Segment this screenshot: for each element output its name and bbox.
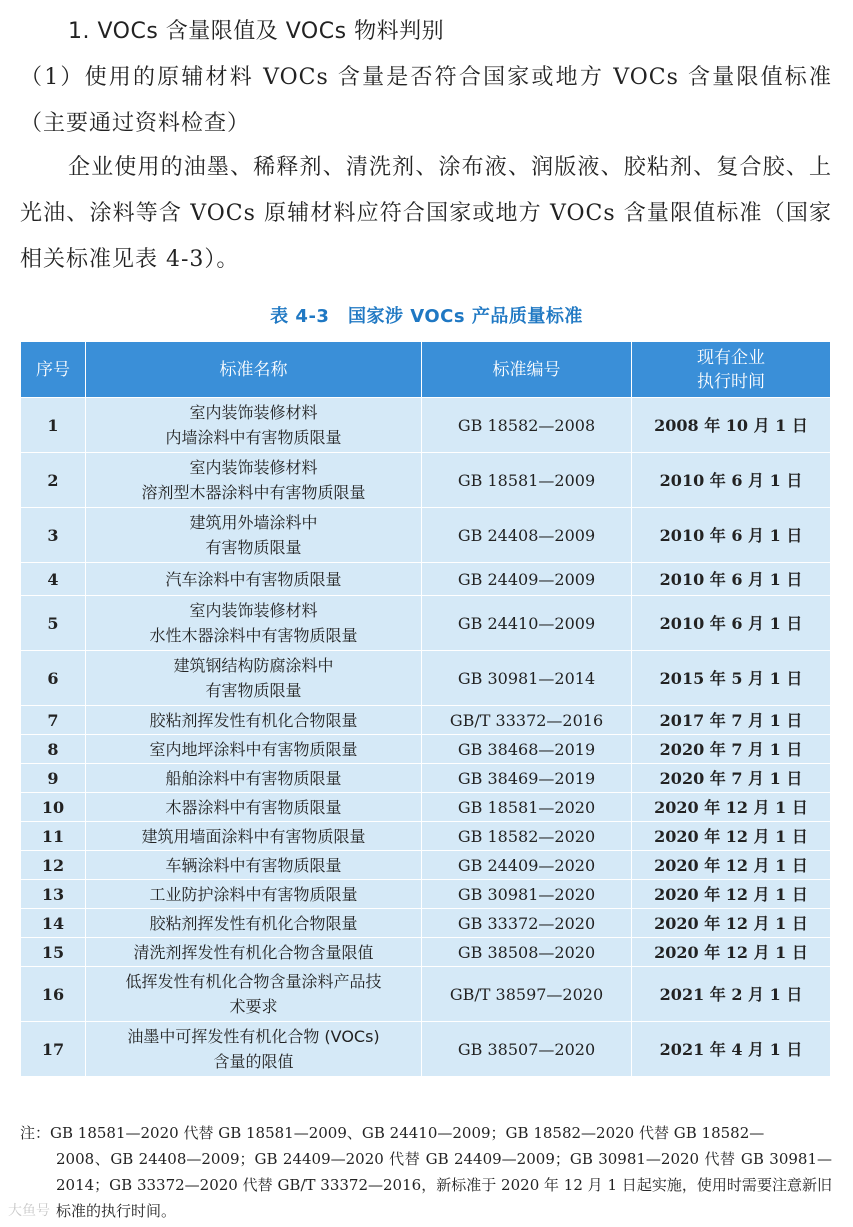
table-row <box>21 563 831 596</box>
cell-no: 8 <box>21 735 86 764</box>
standards-table <box>20 341 831 1077</box>
cell-standard-name: 汽车涂料中有害物质限量 <box>86 563 422 596</box>
cell-standard-name: 室内装饰装修材料 内墙涂料中有害物质限量 <box>86 398 422 453</box>
header-date <box>632 342 831 398</box>
table-row <box>21 1022 831 1077</box>
table-row <box>21 453 831 508</box>
cell-effective-date: 2020 年 12 月 1 日 <box>632 851 831 880</box>
cell-effective-date: 2020 年 12 月 1 日 <box>632 793 831 822</box>
table-row <box>21 508 831 563</box>
table-row <box>21 793 831 822</box>
cell-effective-date: 2010 年 6 月 1 日 <box>632 508 831 563</box>
cell-standard-code: GB 38507—2020 <box>422 1022 632 1077</box>
cell-standard-code: GB/T 38597—2020 <box>422 967 632 1022</box>
note-label: 注： <box>20 1124 51 1142</box>
cell-effective-date: 2010 年 6 月 1 日 <box>632 563 831 596</box>
cell-standard-code: GB 24409—2020 <box>422 851 632 880</box>
cell-effective-date: 2010 年 6 月 1 日 <box>632 453 831 508</box>
cell-no: 10 <box>21 793 86 822</box>
table-row <box>21 706 831 735</box>
header-no: 序号 <box>21 342 86 398</box>
cell-standard-code: GB 24409—2009 <box>422 563 632 596</box>
cell-standard-code: GB 38469—2019 <box>422 764 632 793</box>
cell-effective-date: 2020 年 7 月 1 日 <box>632 764 831 793</box>
table-body <box>21 398 831 1077</box>
cell-no: 9 <box>21 764 86 793</box>
cell-no: 16 <box>21 967 86 1022</box>
table-title: 表 4-3 国家涉 VOCs 产品质量标准 <box>270 306 583 327</box>
cell-standard-name: 建筑用墙面涂料中有害物质限量 <box>86 822 422 851</box>
header-code: 标准编号 <box>422 342 632 398</box>
cell-standard-name: 低挥发性有机化合物含量涂料产品技 术要求 <box>86 967 422 1022</box>
cell-standard-name: 清洗剂挥发性有机化合物含量限值 <box>86 938 422 967</box>
table-row <box>21 596 831 651</box>
cell-standard-name: 工业防护涂料中有害物质限量 <box>86 880 422 909</box>
cell-standard-code: GB 38468—2019 <box>422 735 632 764</box>
table-row <box>21 735 831 764</box>
cell-effective-date: 2020 年 7 月 1 日 <box>632 735 831 764</box>
cell-standard-name: 建筑用外墙涂料中 有害物质限量 <box>86 508 422 563</box>
table-row <box>21 909 831 938</box>
cell-no: 15 <box>21 938 86 967</box>
cell-standard-name: 建筑钢结构防腐涂料中 有害物质限量 <box>86 651 422 706</box>
cell-standard-name: 木器涂料中有害物质限量 <box>86 793 422 822</box>
cell-no: 3 <box>21 508 86 563</box>
cell-standard-name: 胶粘剂挥发性有机化合物限量 <box>86 706 422 735</box>
cell-standard-code: GB 30981—2014 <box>422 651 632 706</box>
cell-standard-code: GB 18582—2020 <box>422 822 632 851</box>
cell-standard-code: GB 24410—2009 <box>422 596 632 651</box>
cell-no: 1 <box>21 398 86 453</box>
cell-effective-date: 2021 年 2 月 1 日 <box>632 967 831 1022</box>
cell-no: 5 <box>21 596 86 651</box>
cell-standard-name: 室内装饰装修材料 水性木器涂料中有害物质限量 <box>86 596 422 651</box>
table-row <box>21 938 831 967</box>
cell-no: 7 <box>21 706 86 735</box>
cell-effective-date: 2020 年 12 月 1 日 <box>632 938 831 967</box>
cell-effective-date: 2010 年 6 月 1 日 <box>632 596 831 651</box>
cell-standard-name: 油墨中可挥发性有机化合物 (VOCs) 含量的限值 <box>86 1022 422 1077</box>
cell-standard-code: GB 38508—2020 <box>422 938 632 967</box>
cell-effective-date: 2020 年 12 月 1 日 <box>632 909 831 938</box>
paragraph-2: 企业使用的油墨、稀释剂、清洗剂、涂布液、润版液、胶粘剂、复合胶、上光油、涂料等含 VOCs 原辅材料应符合国家或地方 VOCs 含量限值标准（国家相关标准见表 4-3）。 <box>20 155 832 272</box>
table-row <box>21 764 831 793</box>
table-note <box>20 1120 832 1224</box>
cell-effective-date: 2020 年 12 月 1 日 <box>632 880 831 909</box>
header-name: 标准名称 <box>86 342 422 398</box>
table-row <box>21 398 831 453</box>
cell-effective-date: 2020 年 12 月 1 日 <box>632 822 831 851</box>
cell-no: 4 <box>21 563 86 596</box>
table-row <box>21 880 831 909</box>
cell-standard-code: GB 18581—2009 <box>422 453 632 508</box>
cell-no: 12 <box>21 851 86 880</box>
table-row <box>21 967 831 1022</box>
header-date-label: 现有企业 执行时间 <box>697 347 765 392</box>
cell-standard-name: 室内地坪涂料中有害物质限量 <box>86 735 422 764</box>
section-heading: 1. VOCs 含量限值及 VOCs 物料判别 <box>68 19 445 44</box>
note-first-line: GB 18581—2020 代替 GB 18581—2009、GB 24410—2009；GB 18582—2020 代替 GB 18582— <box>50 1124 765 1142</box>
cell-no: 11 <box>21 822 86 851</box>
cell-effective-date: 2017 年 7 月 1 日 <box>632 706 831 735</box>
cell-standard-code: GB 30981—2020 <box>422 880 632 909</box>
cell-effective-date: 2021 年 4 月 1 日 <box>632 1022 831 1077</box>
note-continuation: 2008、GB 24408—2009；GB 24409—2020 代替 GB 24409—2009；GB 30981—2020 代替 GB 30981—2014；GB 33372—2020 代替 GB/T 33372—2016，新标准于 2020 年 12 月 1 日起实施，使用时需要注意新旧标准的执行时间。 <box>56 1150 832 1220</box>
cell-effective-date: 2015 年 5 月 1 日 <box>632 651 831 706</box>
cell-standard-name: 室内装饰装修材料 溶剂型木器涂料中有害物质限量 <box>86 453 422 508</box>
cell-standard-name: 胶粘剂挥发性有机化合物限量 <box>86 909 422 938</box>
cell-no: 14 <box>21 909 86 938</box>
cell-standard-code: GB 33372—2020 <box>422 909 632 938</box>
cell-standard-code: GB 18581—2020 <box>422 793 632 822</box>
cell-standard-code: GB/T 33372—2016 <box>422 706 632 735</box>
table-row <box>21 822 831 851</box>
paragraph-1: （1）使用的原辅材料 VOCs 含量是否符合国家或地方 VOCs 含量限值标准（主要通过资料检查） <box>20 65 832 136</box>
cell-no: 2 <box>21 453 86 508</box>
cell-standard-code: GB 18582—2008 <box>422 398 632 453</box>
table-row <box>21 851 831 880</box>
cell-no: 17 <box>21 1022 86 1077</box>
watermark: 大鱼号 <box>8 1203 50 1219</box>
table-row <box>21 651 831 706</box>
cell-standard-name: 船舶涂料中有害物质限量 <box>86 764 422 793</box>
cell-standard-name: 车辆涂料中有害物质限量 <box>86 851 422 880</box>
cell-no: 13 <box>21 880 86 909</box>
cell-standard-code: GB 24408—2009 <box>422 508 632 563</box>
cell-effective-date: 2008 年 10 月 1 日 <box>632 398 831 453</box>
cell-no: 6 <box>21 651 86 706</box>
